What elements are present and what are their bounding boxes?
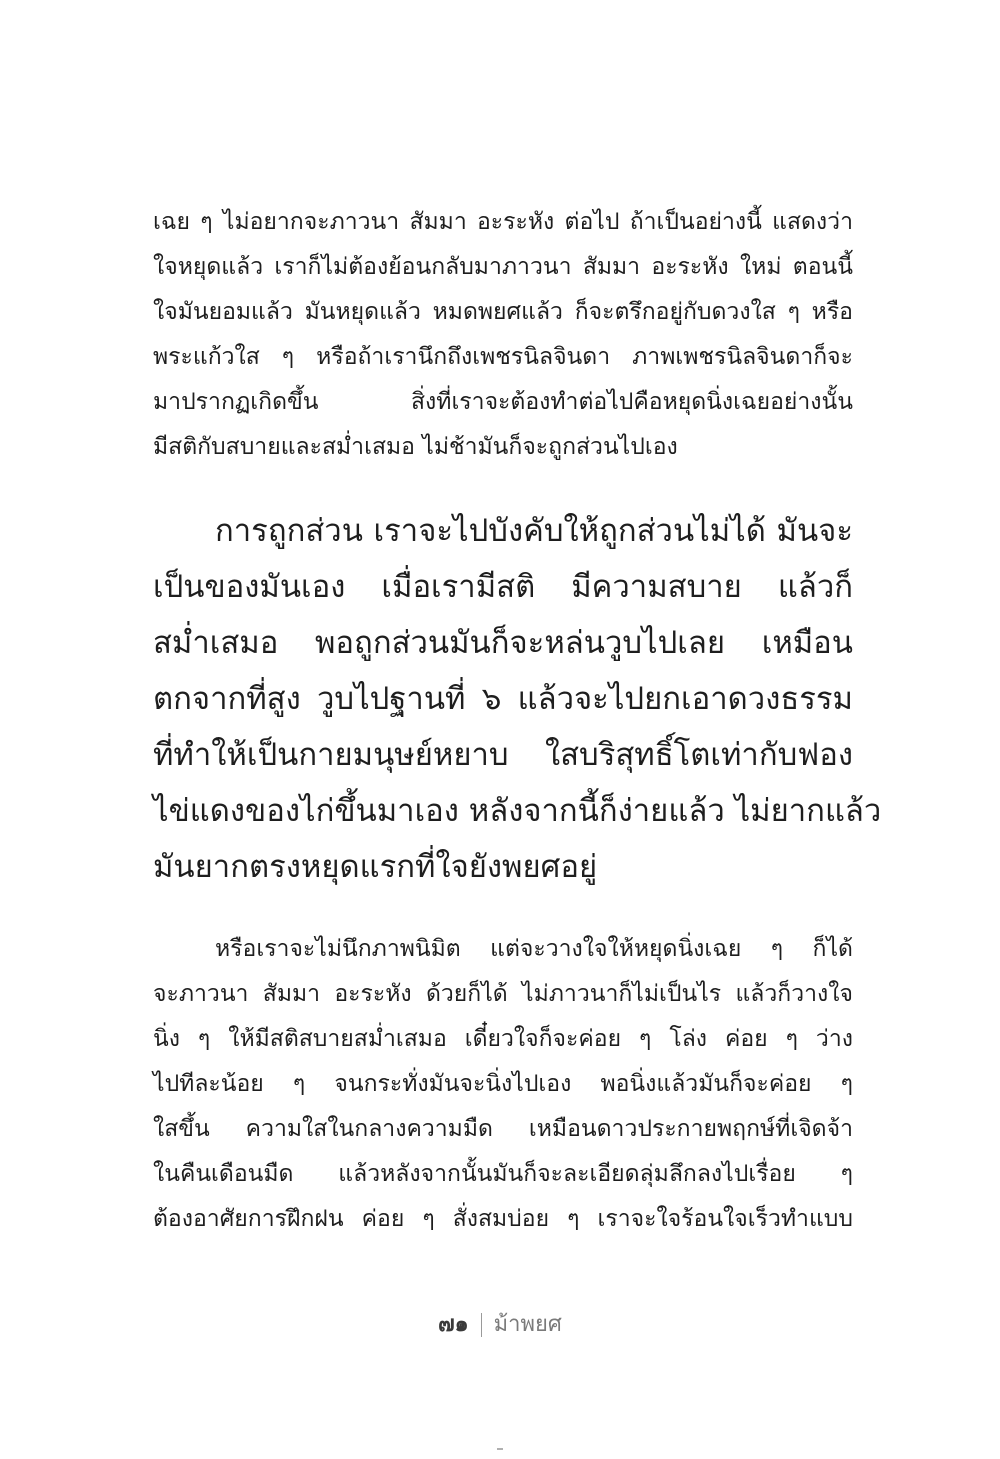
page-footer [0,1310,1000,1340]
text-line: ใจหยุดแล้ว เราก็ไม่ต้องย้อนกลับมาภาวนา สัมมา อะระหัง ใหม่ ตอนนี้ [153,254,853,280]
text-line: สม่ำเสมอ พอถูกส่วนมันก็จะหล่นวูบไปเลย เหมือน [153,625,853,661]
text-line: หรือเราจะไม่นึกภาพนิมิต แต่จะวางใจให้หยุดนิ่งเฉย ๆ ก็ได้ [215,936,853,962]
text-line: ไปทีละน้อย ๆ จนกระทั่งมันจะนิ่งไปเอง พอนิ่งแล้วมันก็จะค่อย ๆ [153,1071,853,1097]
paragraph-continuation [153,200,853,470]
text-line: มาปรากฏเกิดขึ้น สิ่งที่เราจะต้องทำต่อไปคือหยุดนิ่งเฉยอย่างนั้น [153,389,853,415]
text-line: การถูกส่วน เราจะไปบังคับให้ถูกส่วนไม่ได้ มันจะ [215,513,853,549]
text-line: พระแก้วใส ๆ หรือถ้าเรานึกถึงเพชรนิลจินดา ภาพเพชรนิลจินดาก็จะ [153,344,853,370]
text-line: ใสขึ้น ความใสในกลางความมืด เหมือนดาวประกายพฤกษ์ที่เจิดจ้า [153,1116,853,1142]
text-line: นิ่ง ๆ ให้มีสติสบายสม่ำเสมอ เดี๋ยวใจก็จะค่อย ๆ โล่ง ค่อย ๆ ว่าง [153,1026,853,1052]
text-line: ไข่แดงของไก่ขึ้นมาเอง หลังจากนี้ก็ง่ายแล้ว ไม่ยากแล้ว [153,793,882,829]
text-line: มันยากตรงหยุดแรกที่ใจยังพยศอยู่ [153,849,598,885]
book-title: ม้าพยศ [493,1312,562,1337]
paragraph-body [153,927,853,1242]
text-line: ที่ทำให้เป็นกายมนุษย์หยาบ ใสบริสุทธิ์โตเท่ากับฟอง [153,737,853,773]
text-line: เฉย ๆ ไม่อยากจะภาวนา สัมมา อะระหัง ต่อไป ถ้าเป็นอย่างนี้ แสดงว่า [153,209,853,235]
text-line: ใจมันยอมแล้ว มันหยุดแล้ว หมดพยศแล้ว ก็จะตรึกอยู่กับดวงใส ๆ หรือ [153,299,853,325]
text-line: ในคืนเดือนมืด แล้วหลังจากนั้นมันก็จะละเอียดลุ่มลึกลงไปเรื่อย ๆ [153,1161,853,1187]
page-number: ๗๑ [438,1312,469,1337]
text-line: มีสติกับสบายและสม่ำเสมอ ไม่ช้ามันก็จะถูกส่วนไปเอง [153,434,678,460]
crop-mark [497,1448,503,1450]
text-line: ตกจากที่สูง วูบไปฐานที่ ๖ แล้วจะไปยกเอาดวงธรรม [153,681,853,717]
text-line: จะภาวนา สัมมา อะระหัง ด้วยก็ได้ ไม่ภาวนาก็ไม่เป็นไร แล้วก็วางใจ [153,981,853,1007]
footer-divider [481,1313,482,1337]
text-line: ต้องอาศัยการฝึกฝน ค่อย ๆ สั่งสมบ่อย ๆ เราจะใจร้อนใจเร็วทำแบบ [153,1206,853,1232]
paragraph-emphasis [153,503,882,895]
text-line: เป็นของมันเอง เมื่อเรามีสติ มีความสบาย แล้วก็ [153,569,853,605]
